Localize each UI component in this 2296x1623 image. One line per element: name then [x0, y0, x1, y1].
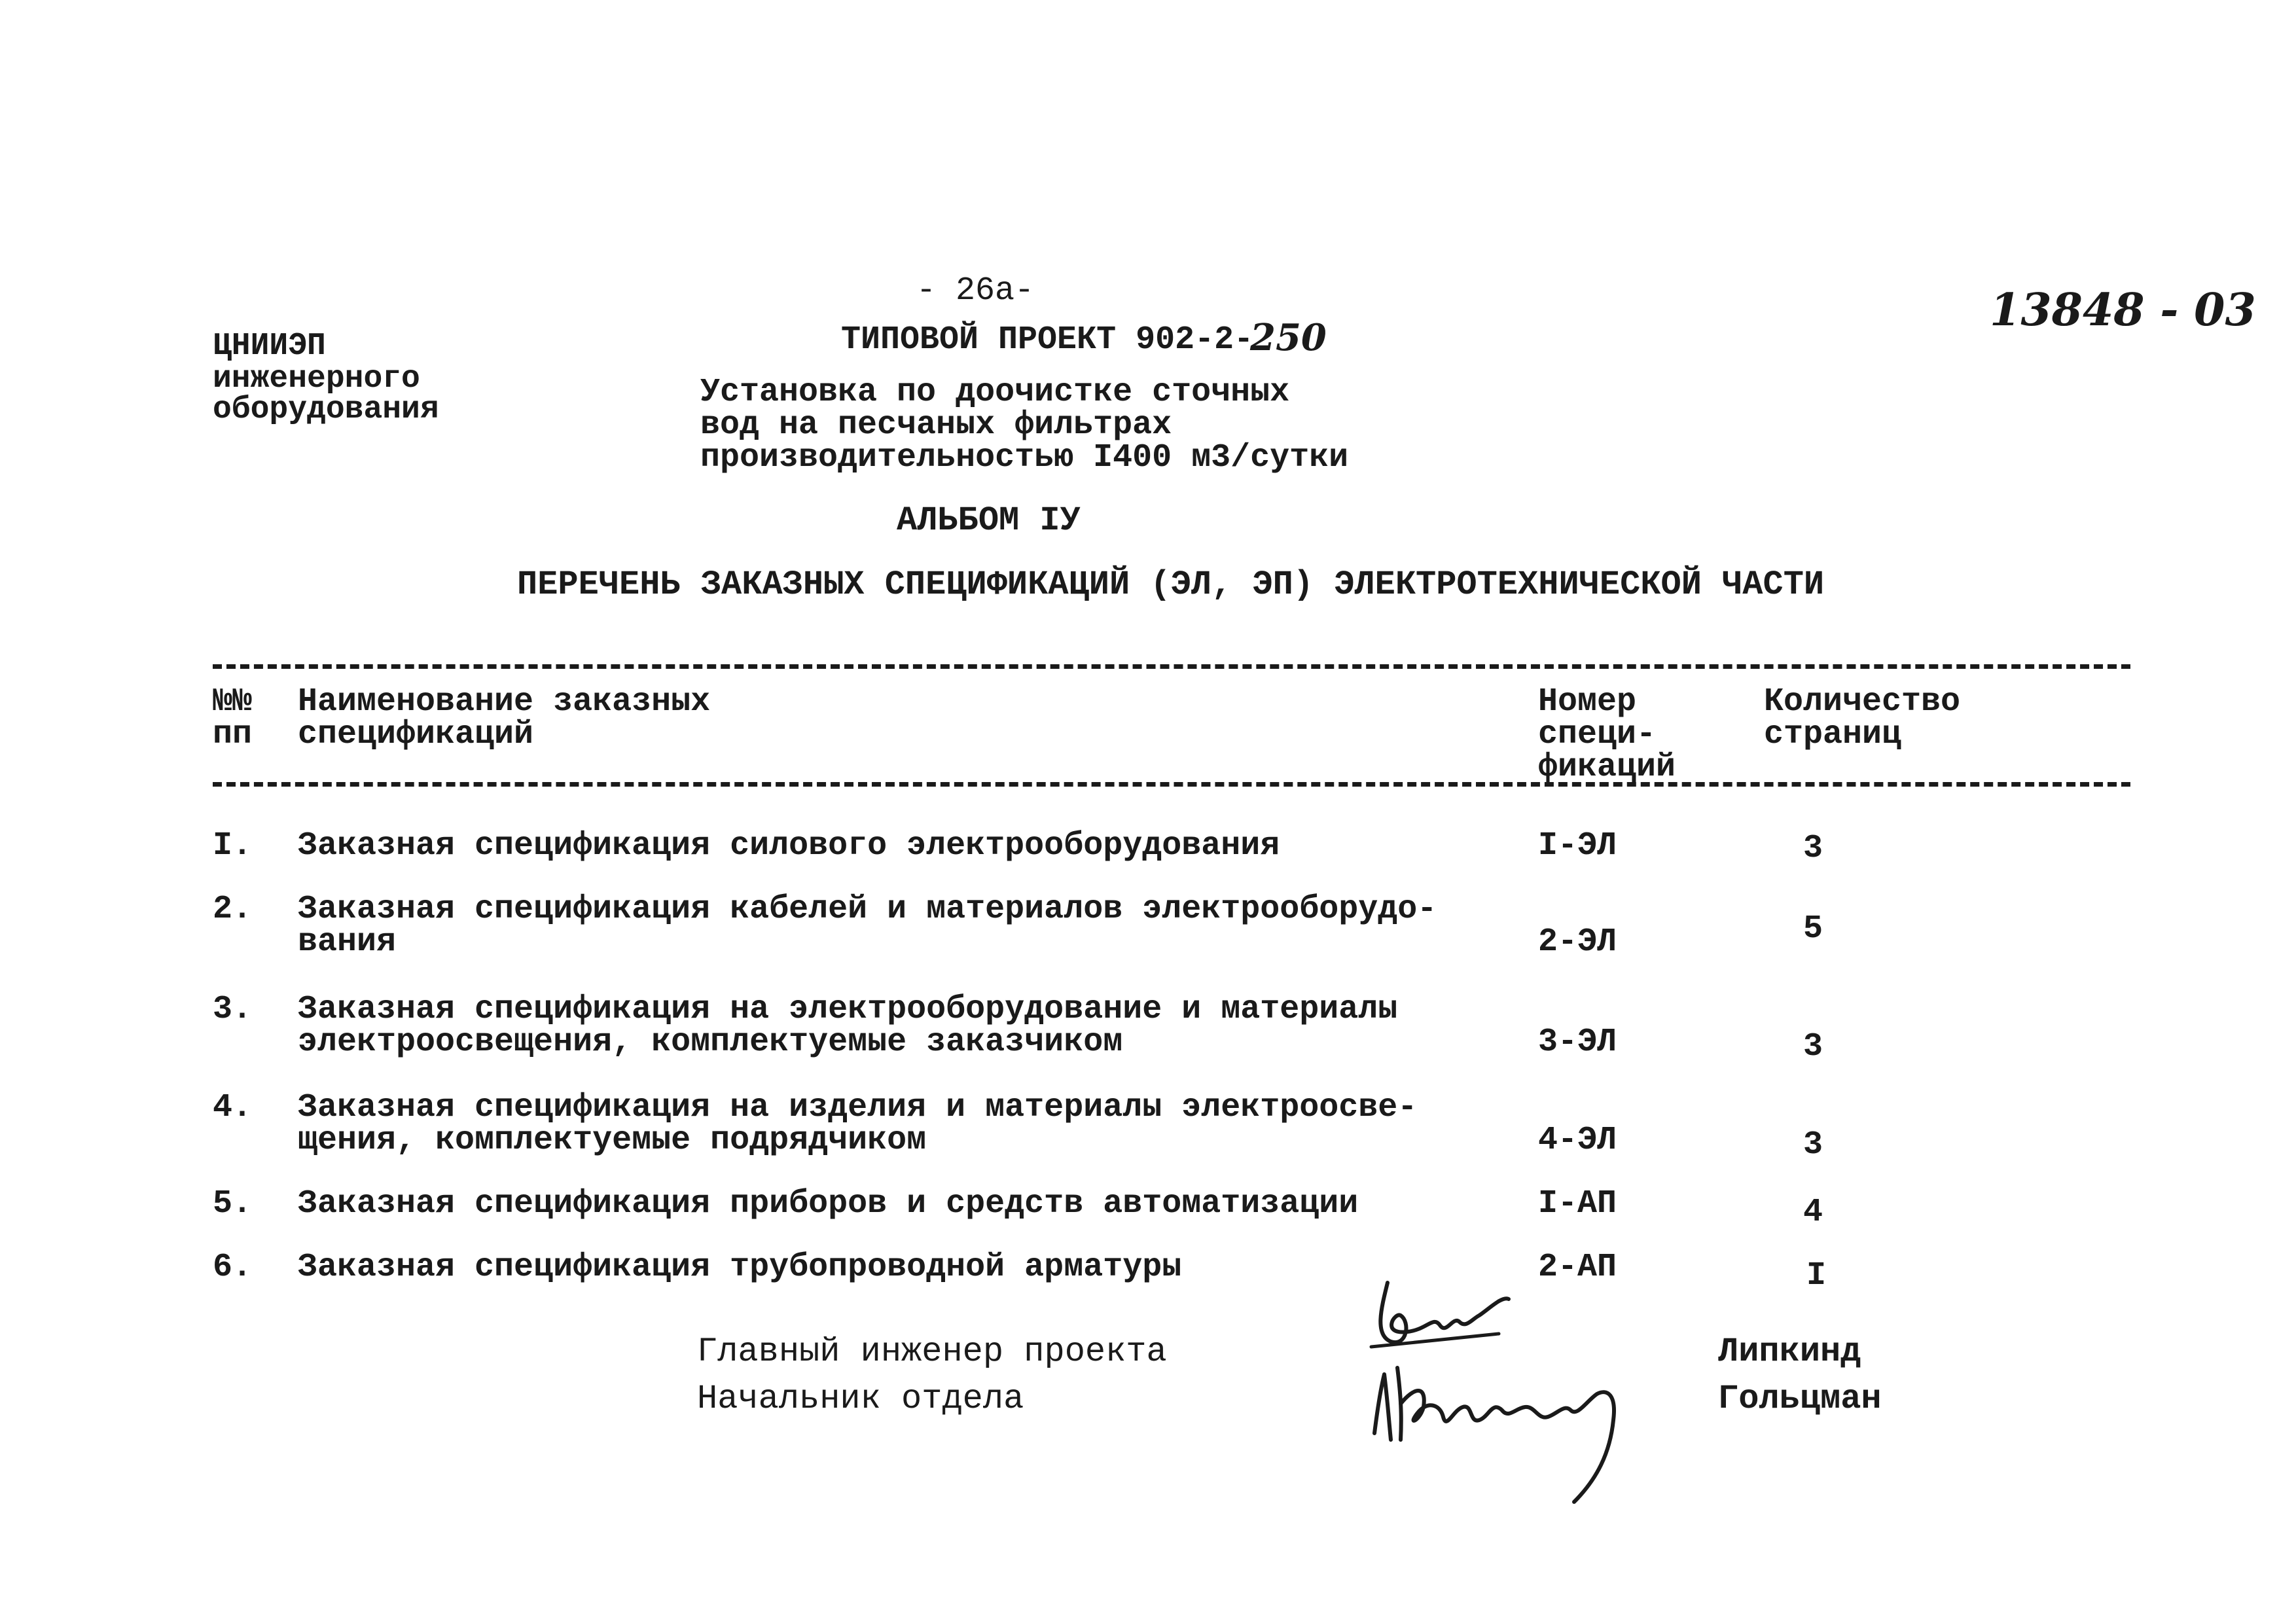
signature-scribble-head-of-department	[1361, 1348, 1636, 1505]
row-name-line-1: Заказная спецификация силового электрооборудования	[298, 827, 1280, 865]
row-code: I-АП	[1538, 1185, 1617, 1222]
header-name-line-1: Наименование заказных	[298, 683, 711, 721]
object-title-line-2: вод на песчаных фильтрах	[700, 406, 1172, 444]
object-title-line-1: Установка по доочистке сточных	[700, 374, 1290, 411]
row-pages: 5	[1803, 910, 1823, 948]
row-number: 6.	[213, 1249, 253, 1286]
table-header-rule	[213, 782, 2130, 787]
row-name-line-1: Заказная спецификация на электрооборудование и материалы	[298, 991, 1398, 1028]
row-name-line-1: Заказная спецификация трубопроводной арматуры	[298, 1249, 1182, 1286]
header-code-line-3: фикаций	[1538, 749, 1676, 786]
header-num-line-1: №№	[213, 683, 253, 721]
row-name-line-1: Заказная спецификация на изделия и материалы электроосве-	[298, 1089, 1418, 1126]
row-code: I-ЭЛ	[1538, 827, 1617, 865]
signature-position-chief-engineer: Главный инженер проекта	[697, 1332, 1167, 1371]
row-name-line-1: Заказная спецификация кабелей и материалов электрооборудо-	[298, 891, 1437, 928]
row-code: 2-ЭЛ	[1538, 923, 1617, 961]
album-title: АЛЬБОМ IУ	[897, 501, 1081, 540]
row-name-line-2: вания	[298, 923, 397, 961]
row-pages: 4	[1803, 1194, 1823, 1231]
row-number: 4.	[213, 1089, 253, 1126]
row-number: 2.	[213, 891, 253, 928]
signature-name-chief-engineer: Липкинд	[1718, 1332, 1861, 1371]
header-num-line-2: пп	[213, 716, 253, 753]
header-pages-line-1: Количество	[1764, 683, 1961, 721]
table-top-rule	[213, 664, 2130, 669]
organization-line-2: инженерного	[213, 361, 420, 397]
row-pages: 3	[1803, 830, 1823, 867]
signature-name-head-of-department: Гольцман	[1718, 1380, 1882, 1418]
object-title-line-3: производительностью I400 м3/сутки	[700, 439, 1349, 476]
row-name-line-2: электроосвещения, комплектуемые заказчиком	[298, 1024, 1123, 1061]
row-name-line-2: щения, комплектуемые подрядчиком	[298, 1122, 927, 1159]
row-code: 2-АП	[1538, 1249, 1617, 1286]
row-name-line-1: Заказная спецификация приборов и средств автоматизации	[298, 1185, 1359, 1222]
header-code-line-2: специ-	[1538, 716, 1657, 753]
organization-line-3: оборудования	[213, 392, 439, 427]
page-number: - 26а-	[916, 272, 1035, 310]
organization-line-1: ЦНИИЭП	[213, 329, 326, 364]
project-number-handwritten: 250	[1250, 316, 1327, 359]
archive-number: 13848 - 03	[1990, 284, 2256, 336]
row-pages: 3	[1803, 1028, 1823, 1065]
header-pages-line-2: страниц	[1764, 716, 1902, 753]
row-number: I.	[213, 827, 253, 865]
row-code: 3-ЭЛ	[1538, 1024, 1617, 1061]
row-pages: 3	[1803, 1126, 1823, 1164]
header-code-line-1: Номер	[1538, 683, 1637, 721]
list-title: ПЕРЕЧЕНЬ ЗАКАЗНЫХ СПЕЦИФИКАЦИЙ (ЭЛ, ЭП) ЭЛЕКТРОТЕХНИЧЕСКОЙ ЧАСТИ	[517, 565, 1825, 604]
row-code: 4-ЭЛ	[1538, 1122, 1617, 1159]
row-number: 5.	[213, 1185, 253, 1222]
header-name-line-2: спецификаций	[298, 716, 534, 753]
signature-position-head-of-department: Начальник отдела	[697, 1380, 1024, 1418]
row-number: 3.	[213, 991, 253, 1028]
project-label: ТИПОВОЙ ПРОЕКТ 902-2-	[841, 321, 1254, 359]
row-pages: I	[1806, 1257, 1827, 1294]
